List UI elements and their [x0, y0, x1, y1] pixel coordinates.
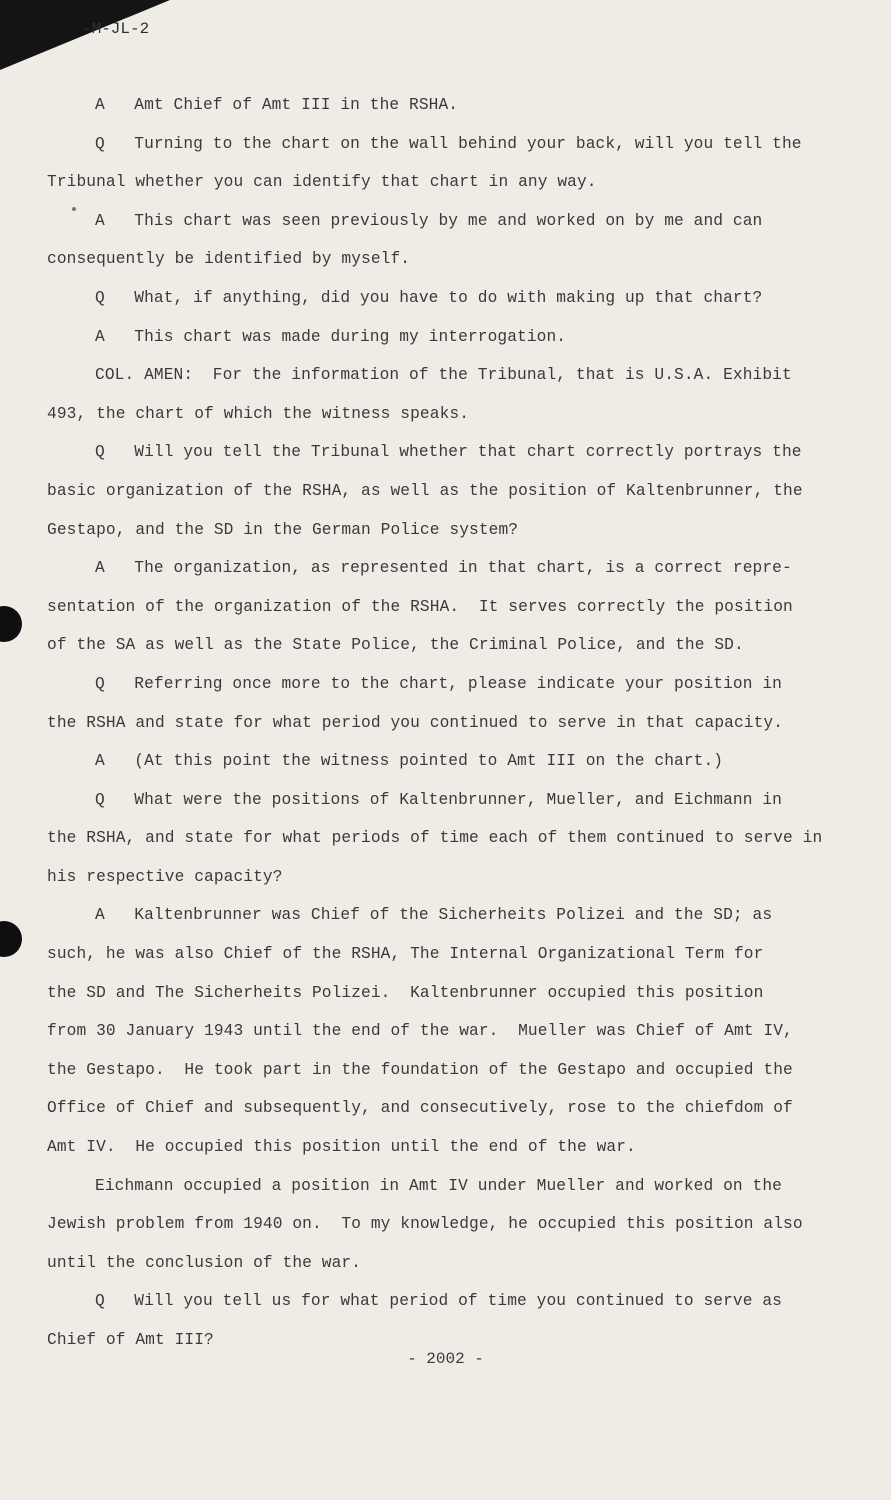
transcript-line: the Gestapo. He took part in the foundation of the Gestapo and occupied the: [47, 1060, 793, 1079]
transcript-line: Chief of Amt III?: [47, 1331, 214, 1349]
transcript-line: basic organization of the RSHA, as well as the position of Kaltenbrunner, the: [47, 481, 803, 500]
transcript-line: Q Referring once more to the chart, please indicate your position in: [95, 674, 782, 693]
transcript-line: the RSHA, and state for what periods of time each of them continued to serve in: [47, 829, 823, 848]
transcript-line: Amt IV. He occupied this position until the end of the war.: [47, 1138, 636, 1157]
transcript-line: Q What were the positions of Kaltenbrunner, Mueller, and Eichmann in: [95, 790, 782, 809]
transcript-line: Q Turning to the chart on the wall behind your back, will you tell the: [95, 134, 802, 153]
transcript-line: A This chart was made during my interrogation.: [95, 327, 567, 346]
transcript-line: the SD and The Sicherheits Polizei. Kaltenbrunner occupied this position: [47, 983, 764, 1002]
transcript-line: Eichmann occupied a position in Amt IV under Mueller and worked on the: [95, 1176, 782, 1195]
page-identifier: -M-JL-2: [82, 20, 150, 38]
transcript-line: until the conclusion of the war.: [47, 1253, 362, 1272]
transcript-line: Gestapo, and the SD in the German Police system?: [47, 520, 519, 539]
transcript-line: sentation of the organization of the RSHA. It serves correctly the position: [47, 597, 793, 616]
transcript-line: A Amt Chief of Amt III in the RSHA.: [95, 96, 459, 114]
transcript-line: of the SA as well as the State Police, the Criminal Police, and the SD.: [47, 636, 744, 655]
transcript-line: consequently be identified by myself.: [47, 250, 411, 269]
transcript-line: A Kaltenbrunner was Chief of the Sicherheits Polizei and the SD; as: [95, 906, 773, 925]
transcript-line: Office of Chief and subsequently, and consecutively, rose to the chiefdom of: [47, 1099, 793, 1118]
transcript-line: A (At this point the witness pointed to Amt III on the chart.): [95, 752, 724, 771]
transcript-line: Q What, if anything, did you have to do with making up that chart?: [95, 288, 763, 307]
transcript-line: Tribunal whether you can identify that chart in any way.: [47, 173, 597, 192]
page-number: - 2002 -: [407, 1350, 484, 1368]
transcript-line: A The organization, as represented in that chart, is a correct repre-: [95, 559, 792, 578]
transcript-line: such, he was also Chief of the RSHA, The Internal Organizational Term for: [47, 945, 764, 964]
transcript-line: Q Will you tell us for what period of time you continued to serve as: [95, 1292, 782, 1311]
transcript-line: his respective capacity?: [47, 867, 283, 886]
punch-hole: [0, 606, 22, 642]
transcript-line: Q Will you tell the Tribunal whether that chart correctly portrays the: [95, 443, 802, 462]
transcript-line: COL. AMEN: For the information of the Tribunal, that is U.S.A. Exhibit: [95, 366, 792, 385]
transcript-line: 493, the chart of which the witness speaks.: [47, 404, 470, 423]
transcript-line: A This chart was seen previously by me and worked on by me and can: [95, 211, 763, 230]
transcript-body: [47, 86, 827, 1360]
punch-hole: [0, 921, 22, 957]
transcript-line: Jewish problem from 1940 on. To my knowledge, he occupied this position also: [47, 1215, 803, 1234]
transcript-line: the RSHA and state for what period you continued to serve in that capacity.: [47, 713, 784, 732]
transcript-line: from 30 January 1943 until the end of the war. Mueller was Chief of Amt IV,: [47, 1022, 793, 1041]
